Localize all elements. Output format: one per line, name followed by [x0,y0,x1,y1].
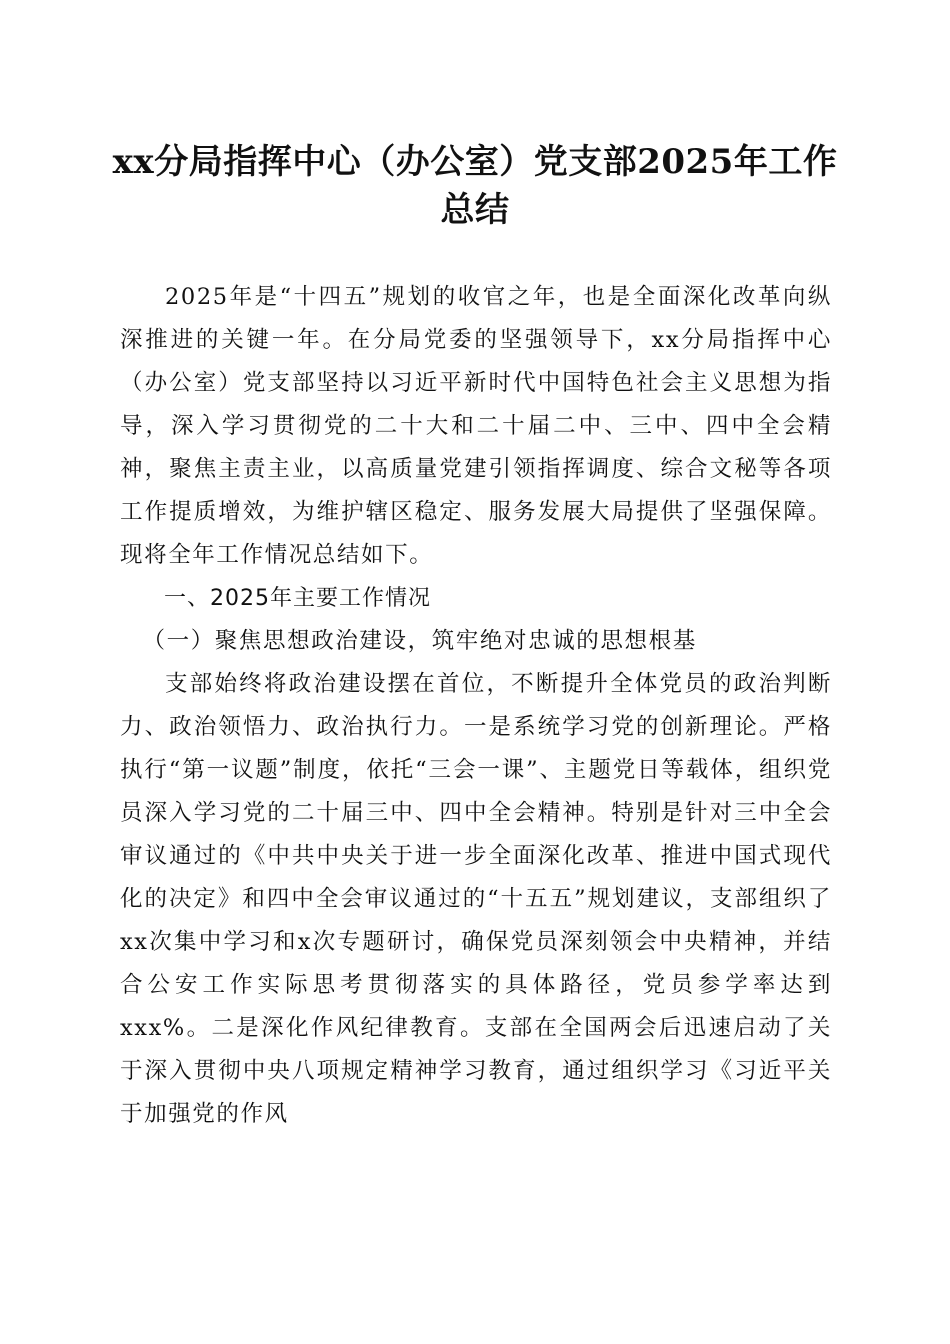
subsection-paragraph: 支部始终将政治建设摆在首位，不断提升全体党员的政治判断力、政治领悟力、政治执行力。一是系统学习党的创新理论。严格执行“第一议题”制度，依托“三会一课”、主题党日等载体，组织党员深入学习党的二十届三中、四中全会精神。特别是针对三中全会审议通过的《中共中央关于进一步全面深化改革、推进中国式现代化的决定》和四中全会审议通过的“十五五”规划建议，支部组织了xx次集中学习和x次专题研讨，确保党员深刻领会中央精神，并结合公安工作实际思考贯彻落实的具体路径，党员参学率达到xxx%。二是深化作风纪律教育。支部在全国两会后迅速启动了关于深入贯彻中央八项规定精神学习教育，通过组织学习《习近平关于加强党的作风 [120,671,832,1127]
document-title: xx分局指挥中心（办公室）党支部2025年工作总结 [112,142,838,230]
section-heading: 一、2025年主要工作情况 [164,586,431,611]
subsection-heading: （一）聚焦思想政治建设，筑牢绝对忠诚的思想根基 [142,628,697,654]
document-body [120,276,832,1136]
intro-paragraph: 2025年是“十四五”规划的收官之年，也是全面深化改革向纵深推进的关键一年。在分局党委的坚强领导下，xx分局指挥中心（办公室）党支部坚持以习近平新时代中国特色社会主义思想为指导，深入学习贯彻党的二十大和二十届二中、三中、四中全会精神，聚焦主责主业，以高质量党建引领指挥调度、综合文秘等各项工作提质增效，为维护辖区稳定、服务发展大局提供了坚强保障。现将全年工作情况总结如下。 [120,284,832,568]
